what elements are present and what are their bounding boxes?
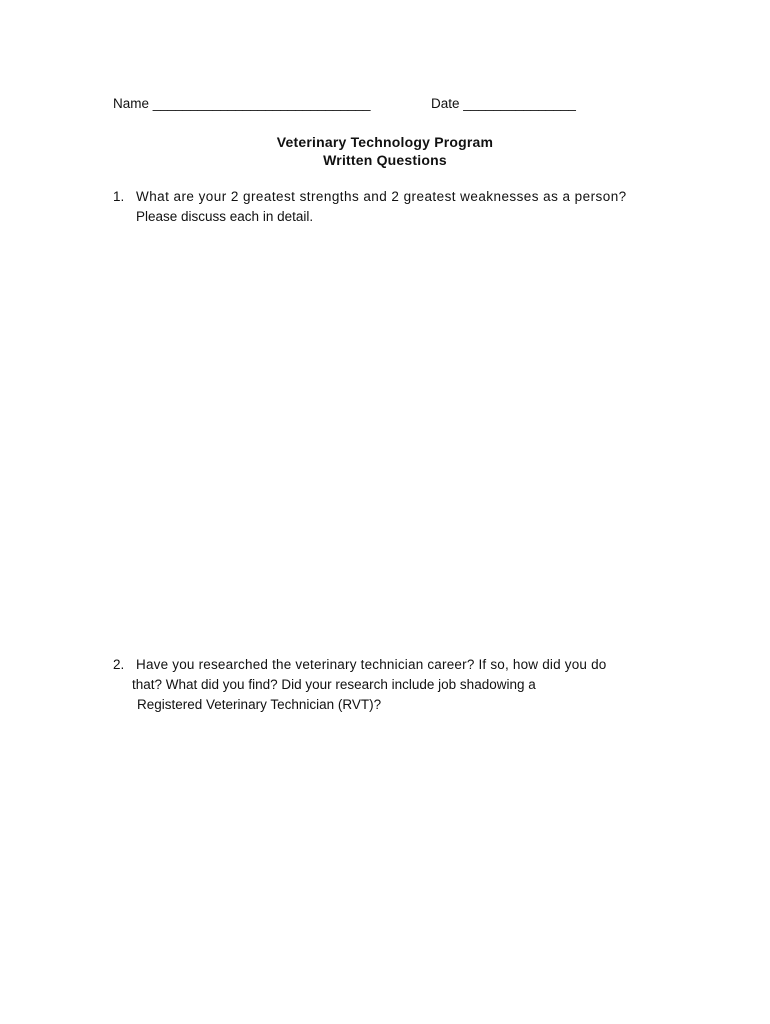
document-title: Veterinary Technology Program <box>276 134 494 150</box>
question-2-number: 2. <box>113 657 125 672</box>
name-field-label: Name _____________________________ <box>113 96 371 111</box>
question-2-text-line-2: that? What did you find? Did your research include job shadowing a <box>132 677 536 692</box>
question-1-text-line-2: Please discuss each in detail. <box>136 209 314 224</box>
document-subtitle: Written Questions <box>323 152 447 168</box>
date-field-label: Date _______________ <box>431 96 576 111</box>
question-1-number: 1. <box>113 189 125 204</box>
question-2-text-line-1: Have you researched the veterinary technician career? If so, how did you do <box>136 657 607 672</box>
question-1-text-line-1: What are your 2 greatest strengths and 2 greatest weaknesses as a person? <box>136 189 627 204</box>
question-2-text-line-3: Registered Veterinary Technician (RVT)? <box>137 697 382 712</box>
